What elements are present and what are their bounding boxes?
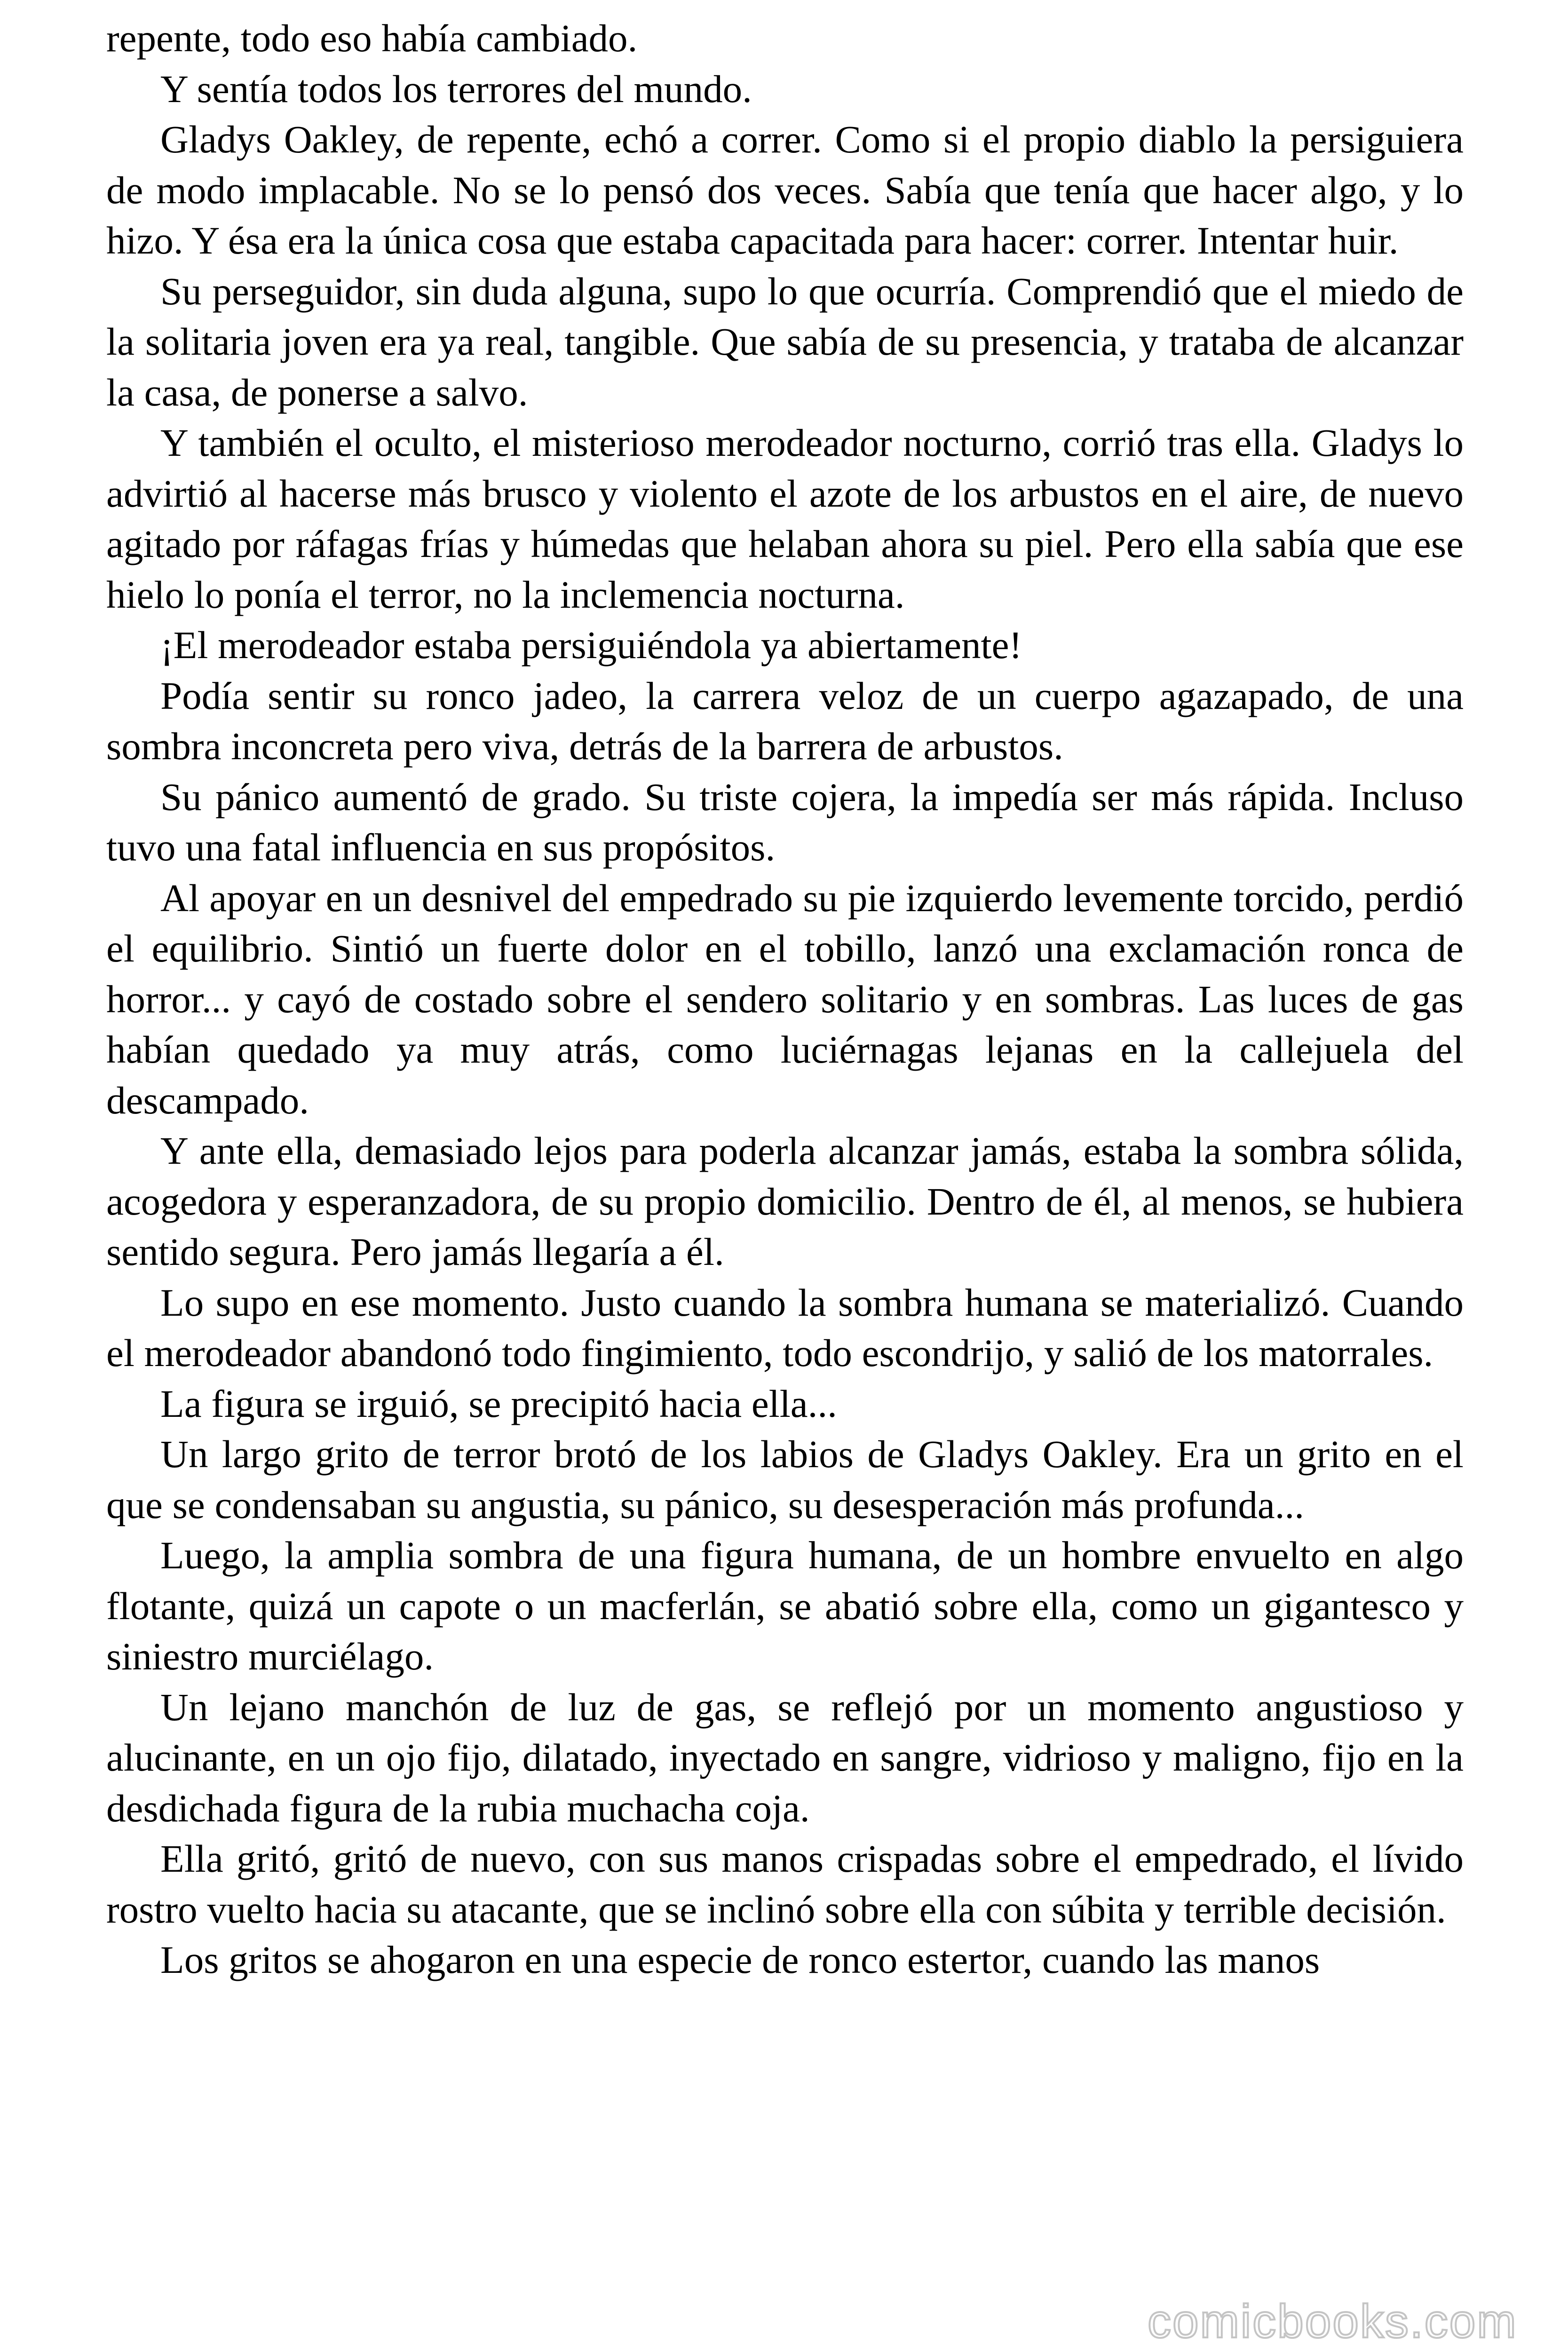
paragraph-14: Luego, la amplia sombra de una figura humana, de un hombre envuelto en algo flotante, quizá un capote o un macferlán, se abatió sobre ella, como un gigantesco y siniestro murciélago. <box>106 1534 1464 1678</box>
paragraph-15: Un lejano manchón de luz de gas, se reflejó por un momento angustioso y alucinante, en un ojo fijo, dilatado, inyectado en sangre, vidrioso y maligno, fijo en la desdichada figura de la rubia muchacha coja. <box>106 1685 1464 1830</box>
watermark: comicbooks.com <box>1148 2295 1518 2348</box>
paragraph-3: Gladys Oakley, de repente, echó a correr. Como si el propio diablo la persiguiera de modo implacable. No se lo pensó dos veces. Sabía que tenía que hacer algo, y lo hizo. Y ésa era la única cosa que estaba capacitada para hacer: correr. Intentar huir. <box>106 118 1464 262</box>
paragraph-2: Y sentía todos los terrores del mundo. <box>160 67 752 111</box>
paragraph-12: La figura se irguió, se precipitó hacia ella... <box>160 1382 837 1425</box>
paragraph-17: Los gritos se ahogaron en una especie de ronco estertor, cuando las manos <box>160 1938 1320 1981</box>
paragraph-11: Lo supo en ese momento. Justo cuando la sombra humana se materializó. Cuando el merodeador abandonó todo fingimiento, todo escondrijo, y salió de los matorrales. <box>106 1280 1464 1375</box>
paragraph-10: Y ante ella, demasiado lejos para poderla alcanzar jamás, estaba la sombra sólida, acogedora y esperanzadora, de su propio domicilio. Dentro de él, al menos, se hubiera sentido segura. Pero jamás llegaría a él. <box>106 1129 1464 1273</box>
paragraph-13: Un largo grito de terror brotó de los labios de Gladys Oakley. Era un grito en el que se condensaban su angustia, su pánico, su desesperación más profunda... <box>106 1432 1464 1526</box>
paragraph-9: Al apoyar en un desnivel del empedrado su pie izquierdo levemente torcido, perdió el equilibrio. Sintió un fuerte dolor en el tobillo, lanzó una exclamación ronca de horror... y cayó de costado sobre el sendero solitario y en sombras. Las luces de gas habían quedado ya muy atrás, como luciérnagas lejanas en la callejuela del descampado. <box>106 876 1464 1122</box>
paragraph-8: Su pánico aumentó de grado. Su triste cojera, la impedía ser más rápida. Incluso tuvo una fatal influencia en sus propósitos. <box>106 775 1464 869</box>
paragraph-5: Y también el oculto, el misterioso merodeador nocturno, corrió tras ella. Gladys lo advirtió al hacerse más brusco y violento el azote de los arbustos en el aire, de nuevo agitado por ráfagas frías y húmedas que helaban ahora su piel. Pero ella sabía que ese hielo lo ponía el terror, no la inclemencia nocturna. <box>106 421 1464 616</box>
paragraph-7: Podía sentir su ronco jadeo, la carrera veloz de un cuerpo agazapado, de una sombra inconcreta pero viva, detrás de la barrera de arbustos. <box>106 674 1464 768</box>
paragraph-6: ¡El merodeador estaba persiguiéndola ya abiertamente! <box>160 623 1022 667</box>
text-column <box>106 13 1464 1986</box>
paragraph-16: Ella gritó, gritó de nuevo, con sus manos crispadas sobre el empedrado, el lívido rostro vuelto hacia su atacante, que se inclinó sobre ella con súbita y terrible decisión. <box>106 1837 1464 1931</box>
paragraph-1: repente, todo eso había cambiado. <box>106 16 638 60</box>
paragraph-4: Su perseguidor, sin duda alguna, supo lo que ocurría. Comprendió que el miedo de la solitaria joven era ya real, tangible. Que sabía de su presencia, y trataba de alcanzar la casa, de ponerse a salvo. <box>106 269 1464 414</box>
